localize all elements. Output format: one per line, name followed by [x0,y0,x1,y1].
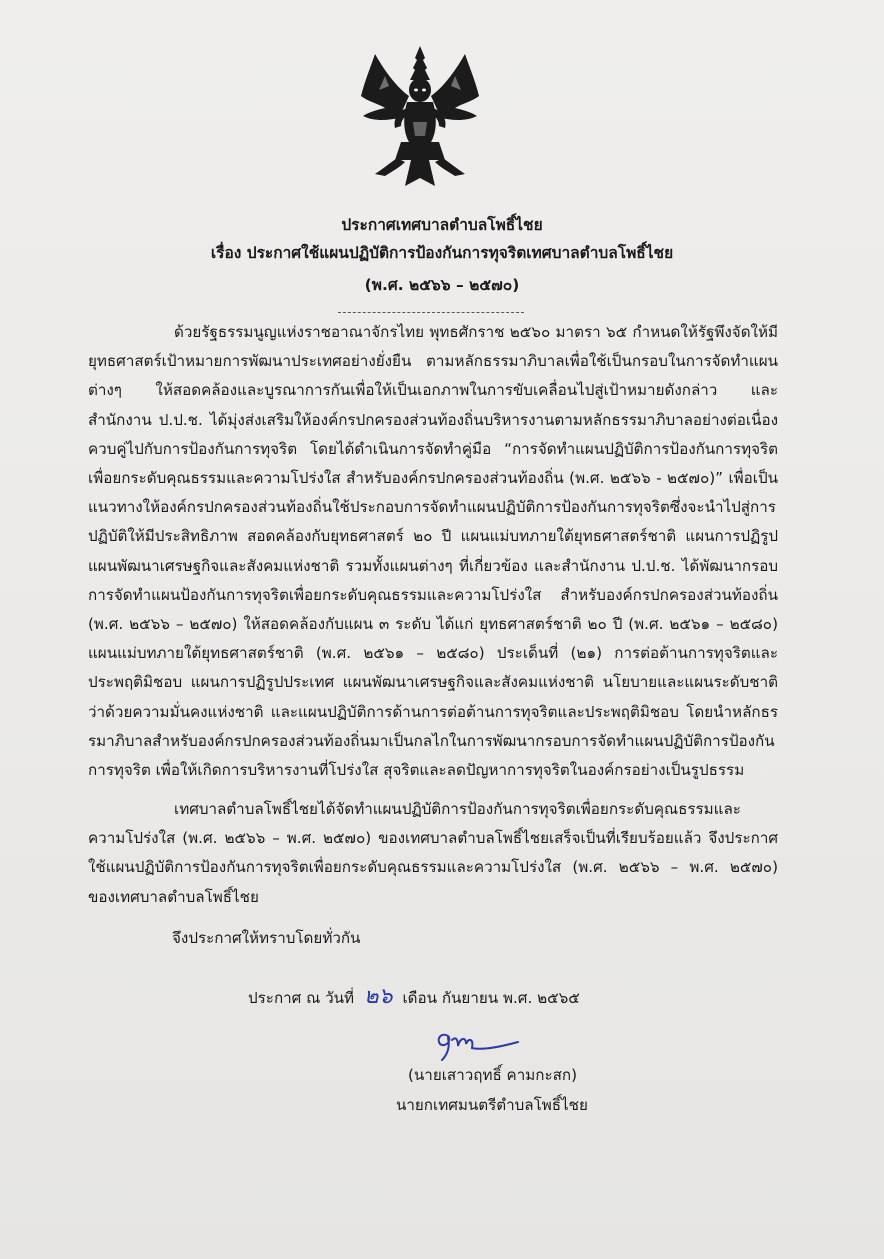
signatory-name: (นายเสาวฤทธิ์ คามกะสก) [408,1066,577,1084]
dashed-divider [338,312,524,313]
date-day-handwritten: ๒๖ [364,984,393,1009]
date-prefix: ประกาศ ณ วันที่ [248,989,354,1007]
body-paragraph-1: ด้วยรัฐธรรมนูญแห่งราชอาณาจักรไทย พุทธศักราช ๒๕๖๐ มาตรา ๖๕ กำหนดให้รัฐพึงจัดให้มียุทธศาสตร์เป้าหมายการพัฒนาประเทศอย่างยั่งยืน ตามหลักธรรมาภิบาลเพื่อใช้เป็นกรอบในการจัดทำแผนต่างๆ ให้สอดคล้องและบูรณาการกันเพื่อให้เป็นเอกภาพในการขับเคลื่อนไปสู่เป้าหมายดังกล่าว และสำนักงาน ป.ป.ช. ได้มุ่งส่งเสริมให้องค์กรปกครองส่วนท้องถิ่นบริหารงานตามหลักธรรมาภิบาลอย่างต่อเนื่อง ควบคู่ไปกับการป้องกันการทุจริต โดยได้ดำเนินการจัดทำคู่มือ “การจัดทำแผนปฏิบัติการป้องกันการทุจริตเพื่อยกระดับคุณธรรมและความโปร่งใส สำหรับองค์กรปกครองส่วนท้องถิ่น (พ.ศ. ๒๕๖๖ - ๒๕๗๐)” เพื่อเป็นแนวทางให้องค์กรปกครองส่วนท้องถิ่นใช้ประกอบการจัดทำแผนปฏิบัติการป้องกันการทุจริตซึ่งจะนำไปสู่การปฏิบัติให้มีประสิทธิภาพ สอดคล้องกับยุทธศาสตร์ ๒๐ ปี แผนแม่บทภายใต้ยุทธศาสตร์ชาติ แผนการปฏิรูปแผนพัฒนาเศรษฐกิจและสังคมแห่งชาติ รวมทั้งแผนต่างๆ ที่เกี่ยวข้อง และสำนักงาน ป.ป.ช. ได้พัฒนากรอบการจัดทำแผนป้องกันการทุจริตเพื่อยกระดับคุณธรรมและความโปร่งใส สำหรับองค์กรปกครองส่วนท้องถิ่น (พ.ศ. ๒๕๖๖ – ๒๕๗๐) ให้สอดคล้องกับแผน ๓ ระดับ ได้แก่ ยุทธศาสตร์ชาติ ๒๐ ปี (พ.ศ. ๒๕๖๑ – ๒๕๘๐) แผนแม่บทภายใต้ยุทธศาสตร์ชาติ (พ.ศ. ๒๕๖๑ – ๒๕๘๐) ประเด็นที่ (๒๑) การต่อต้านการทุจริตและประพฤติมิชอบ แผนการปฏิรูปประเทศ แผนพัฒนาเศรษฐกิจและสังคมแห่งชาติ นโยบายและแผนระดับชาติว่าด้วยความมั่นคงแห่งชาติ และแผนปฏิบัติการด้านการต่อต้านการทุจริตและประพฤติมิชอบ โดยนำหลักธรรมาภิบาลสำหรับองค์กรปกครองส่วนท้องถิ่นมาเป็นกลไกในการพัฒนากรอบการจัดทำแผนปฏิบัติการป้องกันการทุจริต เพื่อให้เกิดการบริหารงานที่โปร่งใส สุจริตและลดปัญหาการทุจริตในองค์กรอย่างเป็นรูปธรรม [88,323,778,780]
announcement-subject: เรื่อง ประกาศใช้แผนปฏิบัติการป้องกันการทุจริตเทศบาลตำบลโพธิ์ไชย [210,244,674,262]
announcement-date [248,978,580,1013]
handwritten-signature [432,1030,522,1064]
announcement-period: (พ.ศ. ๒๕๖๖ – ๒๕๗๐) [364,276,520,294]
date-suffix: เดือน กันยายน พ.ศ. ๒๕๖๕ [402,989,580,1007]
body-paragraph-3: จึงประกาศให้ทราบโดยทั่วกัน [172,929,361,947]
body-paragraph-2: เทศบาลตำบลโพธิ์ไชยได้จัดทำแผนปฏิบัติการป้องกันการทุจริตเพื่อยกระดับคุณธรรมและความโปร่งใส (พ.ศ. ๒๕๖๖ – พ.ศ. ๒๕๗๐) ของเทศบาลตำบลโพธิ์ไชยเสร็จเป็นที่เรียบร้อยแล้ว จึงประกาศใช้แผนปฏิบัติการป้องกันการทุจริตเพื่อยกระดับคุณธรรมและความโปร่งใส (พ.ศ. ๒๕๖๖ – พ.ศ. ๒๕๗๐) ของเทศบาลตำบลโพธิ์ไชย [88,800,778,906]
garuda-emblem-icon [355,46,485,191]
signatory-position: นายกเทศมนตรีตำบลโพธิ์ไชย [396,1096,588,1114]
announcement-title: ประกาศเทศบาลตำบลโพธิ์ไชย [341,216,543,234]
